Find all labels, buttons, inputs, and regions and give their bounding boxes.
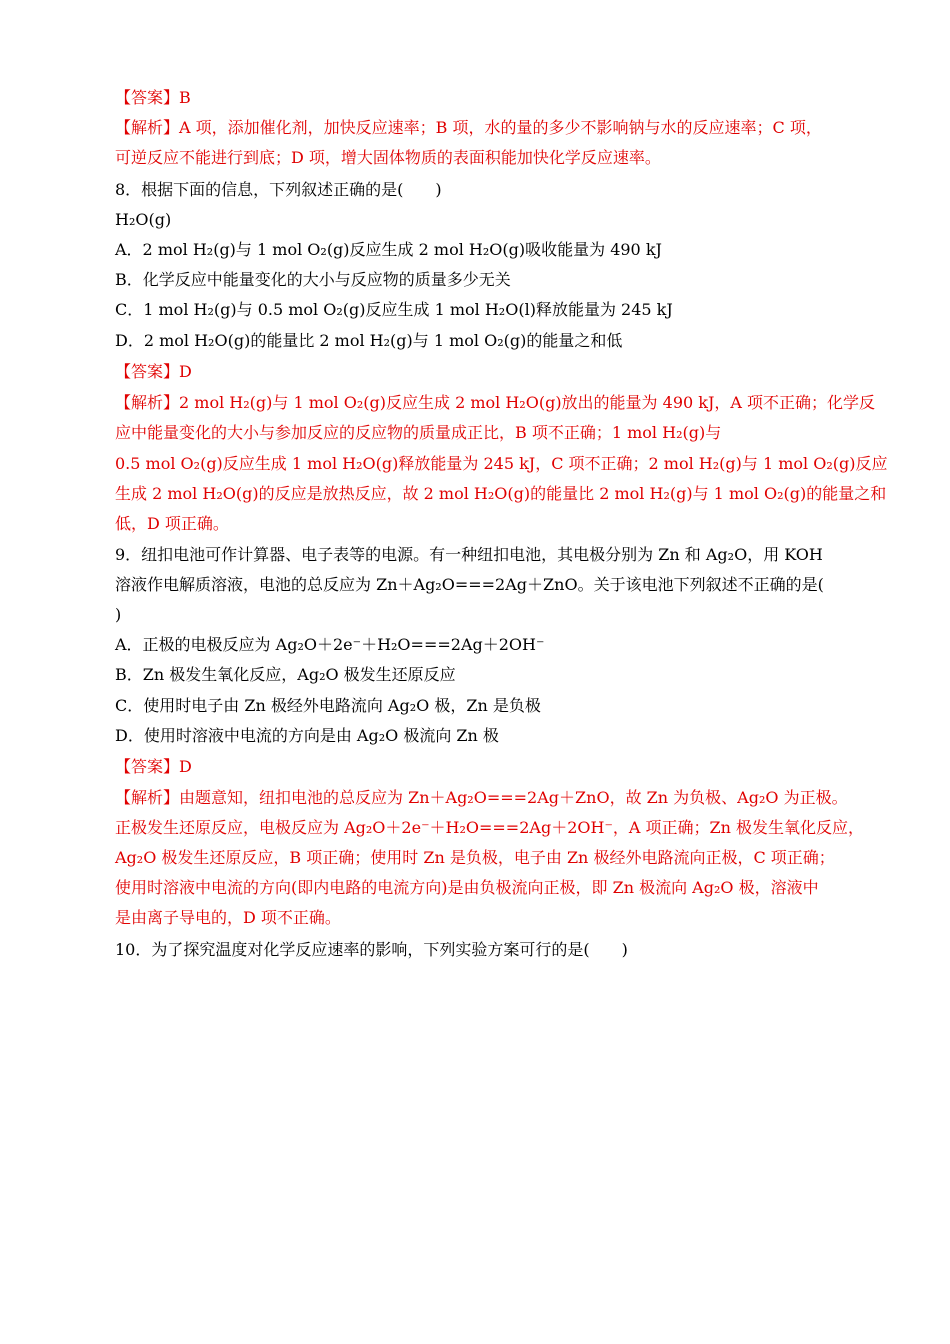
- question-8-option-a: A．2 mol H₂(g)与 1 mol O₂(g)反应生成 2 mol H₂O(g)吸收能量为 490 kJ: [115, 240, 662, 259]
- question-9-stem-1: 9．纽扣电池可作计算器、电子表等的电源。有一种纽扣电池，其电极分别为 Zn 和 Ag₂O，用 KOH: [115, 545, 823, 564]
- explanation-q9-line2: 正极发生还原反应，电极反应为 Ag₂O＋2e⁻＋H₂O===2Ag＋2OH⁻，A 项正确；Zn 极发生氧化反应，: [115, 818, 865, 837]
- explanation-q8-line3: 0.5 mol O₂(g)反应生成 1 mol H₂O(g)释放能量为 245 kJ，C 项不正确；2 mol H₂(g)与 1 mol O₂(g)反应: [115, 454, 888, 473]
- question-8-option-b: B．化学反应中能量变化的大小与反应物的质量多少无关: [115, 270, 511, 289]
- explanation-q9-line4: 使用时溶液中电流的方向(即内电路的电流方向)是由负极流向正极，即 Zn 极流向 Ag₂O 极，溶液中: [115, 878, 819, 897]
- explanation-q9-line5: 是由离子导电的，D 项不正确。: [115, 908, 341, 927]
- question-9-option-c: C．使用时电子由 Zn 极经外电路流向 Ag₂O 极，Zn 是负极: [115, 696, 541, 715]
- answer-q9: 【答案】D: [115, 757, 192, 776]
- question-10-stem: 10．为了探究温度对化学反应速率的影响，下列实验方案可行的是( ): [115, 940, 628, 959]
- question-9-option-b: B．Zn 极发生氧化反应，Ag₂O 极发生还原反应: [115, 665, 456, 684]
- explanation-q8-line2: 应中能量变化的大小与参加反应的反应物的质量成正比，B 项不正确；1 mol H₂(g)与: [115, 423, 722, 442]
- question-9-stem-3: ): [115, 605, 122, 624]
- question-9-option-a: A．正极的电极反应为 Ag₂O＋2e⁻＋H₂O===2Ag＋2OH⁻: [115, 635, 545, 654]
- question-9-option-d: D．使用时溶液中电流的方向是由 Ag₂O 极流向 Zn 极: [115, 726, 499, 745]
- explanation-q8-line4: 生成 2 mol H₂O(g)的反应是放热反应，故 2 mol H₂O(g)的能量比 2 mol H₂(g)与 1 mol O₂(g)的能量之和: [115, 484, 887, 503]
- explanation-q7-line1: 【解析】A 项，添加催化剂，加快反应速率；B 项，水的量的多少不影响钠与水的反应速率；C 项，: [115, 118, 822, 137]
- question-8-option-d: D．2 mol H₂O(g)的能量比 2 mol H₂(g)与 1 mol O₂(g)的能量之和低: [115, 331, 623, 350]
- question-8-option-c: C．1 mol H₂(g)与 0.5 mol O₂(g)反应生成 1 mol H₂O(l)释放能量为 245 kJ: [115, 300, 673, 319]
- question-9-stem-2: 溶液作电解质溶液，电池的总反应为 Zn＋Ag₂O===2Ag＋ZnO。关于该电池下列叙述不正确的是(: [115, 575, 824, 594]
- explanation-q7-line2: 可逆反应不能进行到底；D 项，增大固体物质的表面积能加快化学反应速率。: [115, 148, 661, 167]
- answer-q7: 【答案】B: [115, 88, 191, 107]
- explanation-q9-line3: Ag₂O 极发生还原反应，B 项正确；使用时 Zn 是负极，电子由 Zn 极经外电路流向正极，C 项正确；: [115, 848, 835, 867]
- explanation-q8-line5: 低，D 项正确。: [115, 514, 229, 533]
- question-8-stem: 8．根据下面的信息，下列叙述正确的是( ): [115, 180, 442, 199]
- explanation-q8-line1: 【解析】2 mol H₂(g)与 1 mol O₂(g)反应生成 2 mol H₂O(g)放出的能量为 490 kJ，A 项不正确；化学反: [115, 393, 876, 412]
- explanation-q9-line1: 【解析】由题意知，纽扣电池的总反应为 Zn＋Ag₂O===2Ag＋ZnO，故 Zn 为负极、Ag₂O 为正极。: [115, 788, 848, 807]
- question-8-info: H₂O(g): [115, 210, 172, 229]
- answer-q8: 【答案】D: [115, 362, 192, 381]
